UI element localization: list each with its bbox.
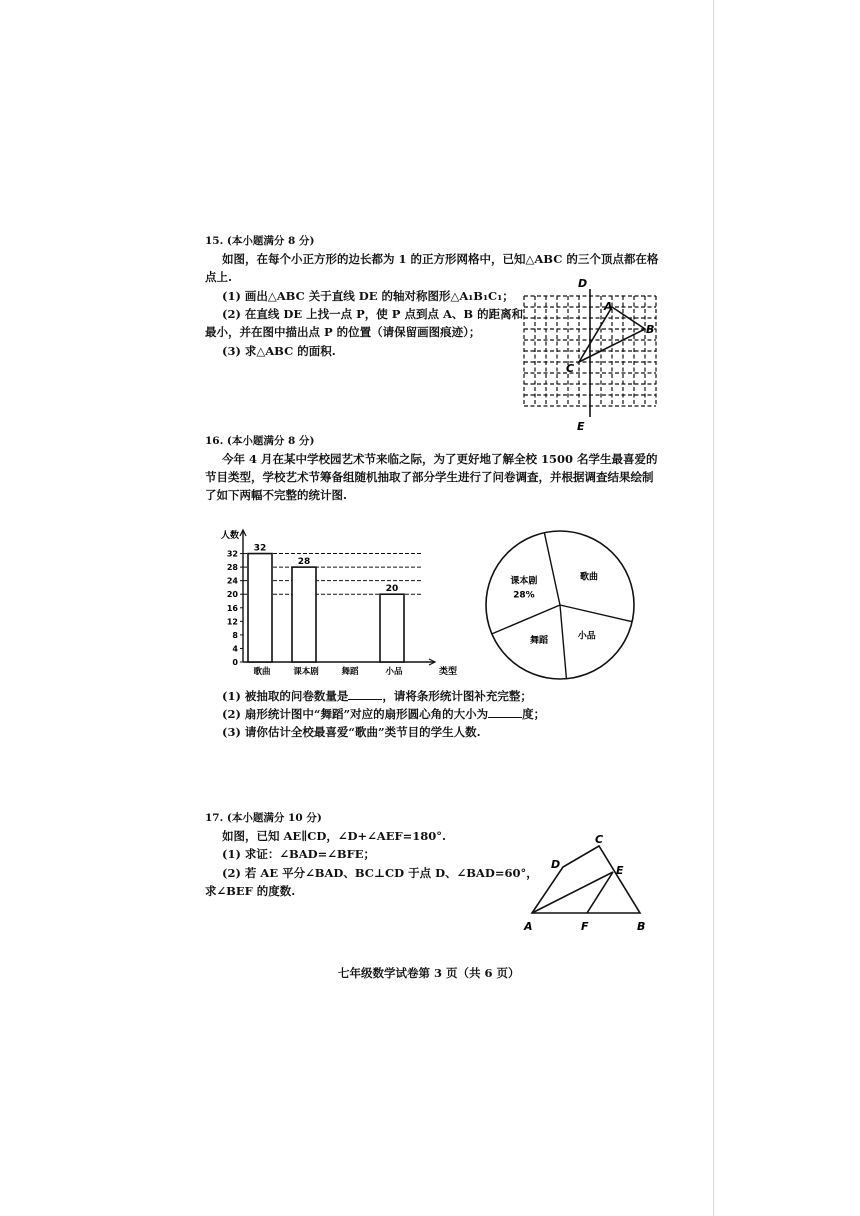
label-b: B: [637, 920, 646, 933]
q17-part2-line2: 求∠BEF 的度数.: [205, 884, 296, 898]
q17-geometry-figure: [518, 828, 658, 936]
q16-part1-pre: (1) 被抽取的问卷数量是: [222, 689, 349, 703]
y-tick-label: 4: [232, 644, 238, 654]
label-b: B: [646, 323, 655, 336]
y-tick-label: 20: [226, 590, 238, 600]
data-label: 32: [253, 543, 267, 554]
x-axis-label: 类型: [439, 667, 458, 677]
q15-header: 15. (本小题满分 8 分): [205, 235, 315, 247]
y-tick-label: 12: [226, 617, 238, 627]
q17-part2-line1: (2) 若 AE 平分∠BAD、BC⊥CD 于点 D、∠BAD=60°，: [222, 866, 538, 880]
q16-intro-line2: 节目类型，学校艺术节筹备组随机抽取了部分学生进行了问卷调查，并根据调查结果绘制: [205, 470, 654, 484]
bar-chart: [205, 520, 475, 685]
pie-chart: [480, 525, 640, 685]
y-tick-label: 24: [226, 576, 238, 586]
answer-blank-1[interactable]: [348, 689, 382, 700]
q17-header: 17. (本小题满分 10 分): [205, 812, 322, 824]
y-tick-label: 8: [232, 630, 238, 640]
answer-blank-2[interactable]: [488, 707, 522, 718]
y-tick-label: 32: [226, 549, 238, 559]
y-axis-label: 人数: [221, 531, 240, 541]
q15-intro-line2: 点上.: [205, 270, 233, 284]
q15-grid-figure: [515, 275, 665, 435]
q16-intro-line3: 了如下两幅不完整的统计图.: [205, 488, 348, 502]
pie-slice-label: 小品: [577, 631, 596, 642]
y-tick-label: 16: [226, 603, 238, 613]
label-a: A: [524, 920, 533, 933]
label-c: C: [595, 833, 604, 846]
q16-intro-line1: 今年 4 月在某中学校园艺术节来临之际，为了更好地了解全校 1500 名学生最喜爱的: [222, 452, 658, 466]
q17-intro: 如图，已知 AE∥CD，∠D+∠AEF=180°.: [222, 829, 447, 843]
label-e: E: [577, 420, 585, 433]
q15-part2-line2: 最小，并在图中描出点 P 的位置（请保留画图痕迹）；: [205, 325, 481, 339]
q16-part3: (3) 请你估计全校最喜爱“歌曲”类节目的学生人数.: [222, 725, 481, 739]
q16-header: 16. (本小题满分 8 分): [205, 435, 315, 447]
y-tick-label: 0: [232, 658, 238, 667]
q16-part2-post: 度；: [522, 707, 546, 721]
q15-intro-line1: 如图，在每个小正方形的边长都为 1 的正方形网格中，已知△ABC 的三个顶点都在格: [222, 252, 659, 266]
q16-part2-pre: (2) 扇形统计图中“舞蹈”对应的扇形圆心角的大小为: [222, 707, 489, 721]
triangle-abc: [579, 307, 645, 362]
label-d: D: [551, 858, 561, 871]
page-edge-line: [713, 0, 714, 1216]
pie-slice-value: 28%: [513, 590, 535, 601]
pie-slice-label: 课本剧: [510, 576, 538, 587]
label-f: F: [581, 920, 589, 933]
label-d: D: [578, 277, 588, 290]
bar: [248, 554, 272, 662]
y-tick-label: 28: [226, 563, 238, 573]
label-c: C: [566, 362, 575, 375]
x-tick-label: 课本剧: [293, 667, 319, 677]
x-tick-label: 歌曲: [253, 667, 271, 677]
bar: [292, 567, 316, 662]
pie-slice-label: 歌曲: [579, 572, 598, 583]
q16-part2: [222, 707, 545, 722]
q17-part1: (1) 求证：∠BAD=∠BFE；: [222, 847, 376, 861]
data-label: 20: [385, 584, 399, 595]
bar: [380, 594, 404, 662]
q15-part1: (1) 画出△ABC 关于直线 DE 的轴对称图形△A₁B₁C₁；: [222, 289, 514, 303]
label-a: A: [604, 300, 613, 313]
q15-part3: (3) 求△ABC 的面积.: [222, 344, 336, 358]
q16-part1: [222, 689, 532, 704]
x-tick-label: 舞蹈: [341, 667, 359, 677]
x-tick-label: 小品: [385, 667, 403, 677]
data-label: 28: [297, 557, 311, 568]
quadrilateral-abcd: [532, 846, 640, 913]
q16-part1-post: ，请将条形统计图补充完整；: [382, 689, 532, 703]
label-e: E: [616, 864, 624, 877]
page-footer: 七年级数学试卷第 3 页（共 6 页）: [338, 966, 520, 980]
pie-slice-label: 舞蹈: [530, 635, 549, 646]
q15-part2-line1: (2) 在直线 DE 上找一点 P，使 P 点到点 A、B 的距离和: [222, 307, 524, 321]
